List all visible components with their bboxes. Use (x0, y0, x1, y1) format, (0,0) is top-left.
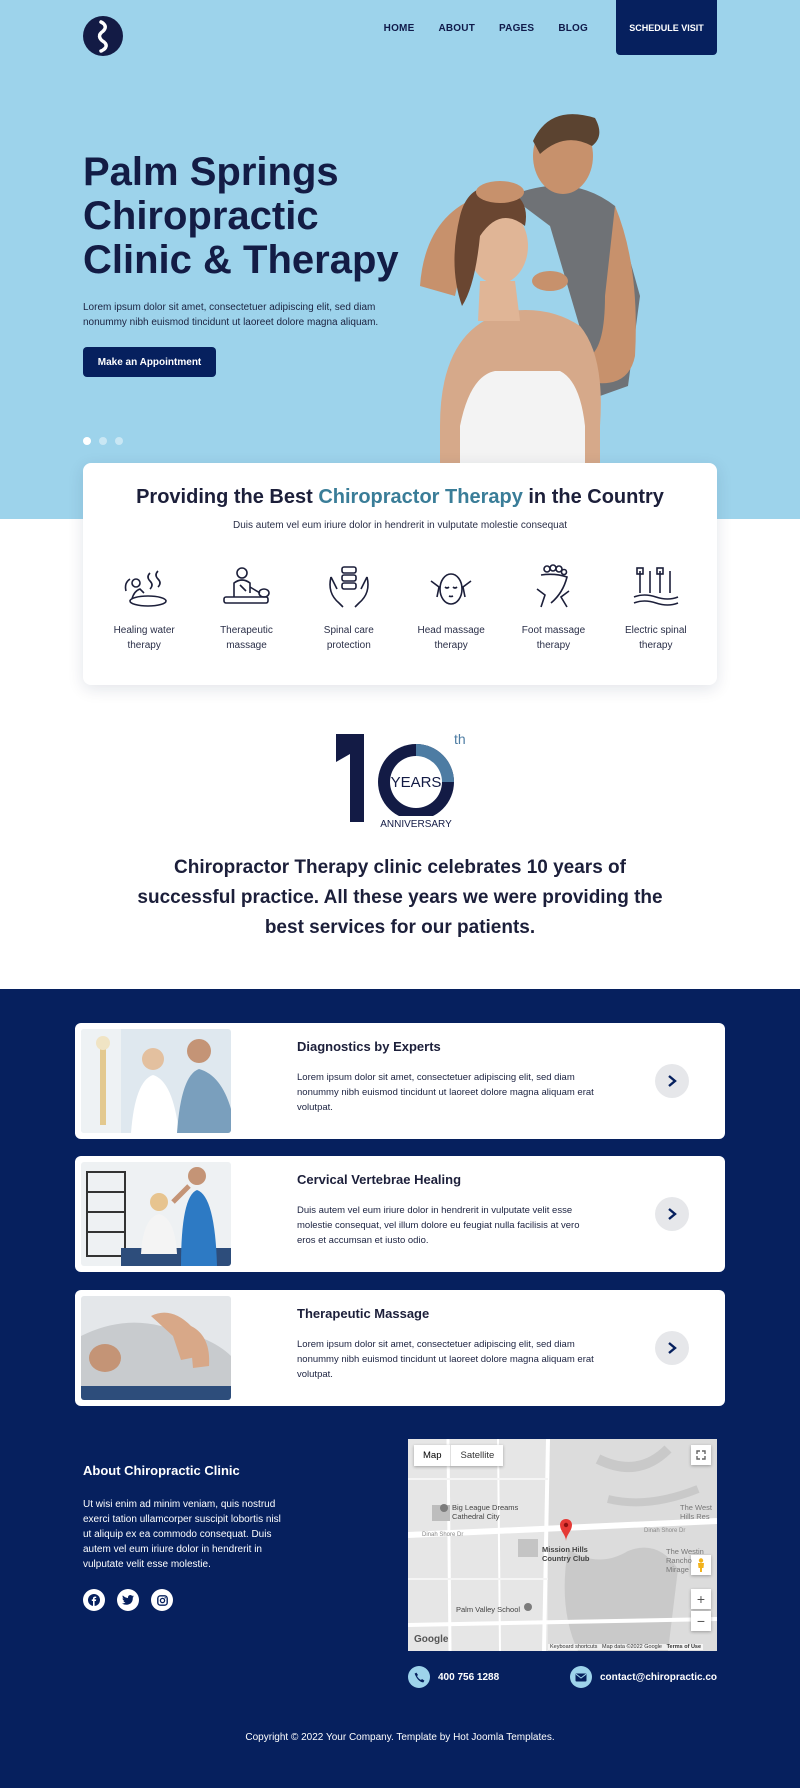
services-card (83, 463, 717, 685)
services-title-start: Providing the Best (136, 486, 319, 508)
feature-text: Lorem ipsum dolor sit amet, consectetuer adipiscing elit, sed diam nonummy nibh euismod tincidunt ut laoreet dolore magna aliquam erat volutpat. (297, 1072, 594, 1113)
service-item[interactable] (506, 563, 601, 653)
service-item[interactable] (301, 563, 396, 653)
feature-title: Cervical Vertebrae Healing (297, 1172, 462, 1187)
services-title (83, 486, 717, 509)
about-title: About Chiropractic Clinic (83, 1463, 240, 1478)
zoom-out-button[interactable]: − (691, 1611, 711, 1631)
service-label: Therapeutic massage (220, 625, 273, 651)
water-therapy-icon (118, 563, 170, 611)
feature-image-massage (81, 1296, 231, 1400)
head-massage-icon (425, 563, 477, 611)
google-logo: Google (414, 1634, 449, 1645)
service-item[interactable] (199, 563, 294, 653)
map-label: Palm Valley School (456, 1605, 521, 1614)
map-footer (548, 1644, 703, 1650)
email-icon (570, 1666, 592, 1688)
services-subtitle: Duis autem vel eum iriure dolor in hendrerit in vulputate molestie consequat (232, 520, 568, 531)
feature-title: Therapeutic Massage (297, 1306, 430, 1321)
about-text: Ut wisi enim ad minim veniam, quis nostrud exerci tation ullamcorper suscipit lobortis nisl ut aliquip ex ea commodo consequat. Duis autem vel eum iriure dolor in hendrerit in vulputate velit esse molestie. (83, 1499, 281, 1570)
map-label: The Westin Rancho Mirage (666, 1547, 704, 1574)
contact-phone[interactable] (408, 1666, 499, 1688)
massage-icon (220, 563, 272, 611)
map-data-attribution: Map data ©2022 Google (601, 1644, 662, 1650)
zoom-in-button[interactable]: + (691, 1589, 711, 1609)
twitter-link[interactable] (117, 1589, 139, 1611)
hero-title: Palm Springs Chiropractic Clinic & Therapy (83, 150, 399, 282)
make-appointment-button[interactable]: Make an Appointment (83, 347, 216, 377)
contact-email[interactable] (570, 1666, 717, 1688)
badge-superscript: th (454, 731, 466, 747)
services-title-end: in the Country (522, 486, 664, 508)
main-nav (384, 0, 800, 56)
nav-blog[interactable]: BLOG (558, 22, 588, 34)
feature-card[interactable] (75, 1156, 725, 1272)
social-links (83, 1589, 173, 1611)
facebook-link[interactable] (83, 1589, 105, 1611)
hero-section (0, 0, 800, 519)
feature-arrow-button[interactable] (655, 1064, 689, 1098)
services-title-accent: Chiropractor Therapy (318, 486, 523, 508)
service-item[interactable] (608, 563, 703, 653)
nav-home[interactable]: HOME (383, 22, 415, 34)
feature-image-cervical (81, 1162, 231, 1266)
map-tab-map[interactable]: Map (423, 1450, 442, 1461)
spine-care-icon (323, 563, 375, 611)
logo[interactable] (83, 16, 123, 56)
facebook-icon (88, 1594, 100, 1606)
location-map[interactable] (408, 1439, 717, 1651)
feature-card[interactable] (75, 1023, 725, 1139)
instagram-icon (157, 1595, 168, 1606)
map-label: Dinah Shore Dr (644, 1528, 686, 1534)
slider-dots (83, 437, 123, 445)
map-type-tabs (414, 1445, 503, 1466)
nav-pages[interactable]: PAGES (499, 22, 535, 34)
slider-dot-3[interactable] (115, 437, 123, 445)
email-address: contact@chiropractic.co (600, 1671, 718, 1683)
service-label: Healing water therapy (113, 625, 175, 651)
anniversary-statement: Chiropractor Therapy clinic celebrates 10 years of successful practice. All these years we were providing the best services for our patients. (137, 857, 663, 938)
feature-arrow-button[interactable] (655, 1197, 689, 1231)
slider-dot-1[interactable] (83, 437, 91, 445)
schedule-visit-button[interactable]: SCHEDULE VISIT (616, 0, 717, 55)
twitter-icon (122, 1595, 134, 1605)
instagram-link[interactable] (151, 1589, 173, 1611)
anniversary-badge (330, 728, 472, 832)
hero-description: Lorem ipsum dolor sit amet, consectetuer adipiscing elit, sed diam nonummy nibh euismod tincidunt ut laoreet dolore magna aliquam. (83, 302, 379, 328)
fullscreen-icon (696, 1450, 706, 1460)
map-label: The West Hills Res (680, 1503, 712, 1521)
phone-number: 400 756 1288 (438, 1671, 500, 1683)
keyboard-shortcuts-link[interactable]: Keyboard shortcuts (550, 1644, 598, 1650)
feature-card[interactable] (75, 1290, 725, 1406)
service-item[interactable] (97, 563, 192, 653)
feature-text: Duis autem vel eum iriure dolor in hendrerit in vulputate velit esse molestie consequat, vel illum dolore eu feugiat nulla facilisis at vero eros et accumsan et iusto odio. (297, 1205, 580, 1246)
service-label: Head massage therapy (417, 625, 485, 651)
feature-image-diagnostics (81, 1029, 231, 1133)
map-tab-satellite[interactable]: Satellite (450, 1445, 503, 1466)
electric-therapy-icon (630, 563, 682, 611)
copyright-text: Copyright © 2022 Your Company. Template by Hot Joomla Templates. (245, 1732, 555, 1743)
phone-icon (408, 1666, 430, 1688)
feature-title: Diagnostics by Experts (297, 1039, 441, 1054)
map-label: Dinah Shore Dr (422, 1532, 464, 1538)
chevron-right-icon (667, 1075, 677, 1087)
badge-anniversary: ANNIVERSARY (380, 819, 452, 830)
service-label: Foot massage therapy (521, 625, 586, 651)
foot-massage-icon (527, 563, 579, 611)
chevron-right-icon (667, 1208, 677, 1220)
service-label: Spinal care protection (323, 625, 374, 651)
service-label: Electric spinal therapy (624, 625, 687, 651)
service-item[interactable] (404, 563, 499, 653)
hero-therapist-photo (400, 96, 720, 519)
nav-about[interactable]: ABOUT (438, 22, 476, 34)
fullscreen-button[interactable] (691, 1445, 711, 1465)
map-label: Big League Dreams Cathedral City (452, 1503, 519, 1521)
chevron-right-icon (667, 1342, 677, 1354)
feature-text: Lorem ipsum dolor sit amet, consectetuer adipiscing elit, sed diam nonummy nibh euismod tincidunt ut laoreet dolore magna aliquam erat volutpat. (297, 1339, 594, 1380)
slider-dot-2[interactable] (99, 437, 107, 445)
badge-years: YEARS (390, 774, 442, 791)
map-label: Mission Hills Country Club (542, 1545, 590, 1563)
service-list (83, 563, 717, 653)
feature-arrow-button[interactable] (655, 1331, 689, 1365)
terms-of-use-link[interactable]: Terms of Use (666, 1644, 702, 1650)
spine-logo-icon (83, 16, 123, 56)
